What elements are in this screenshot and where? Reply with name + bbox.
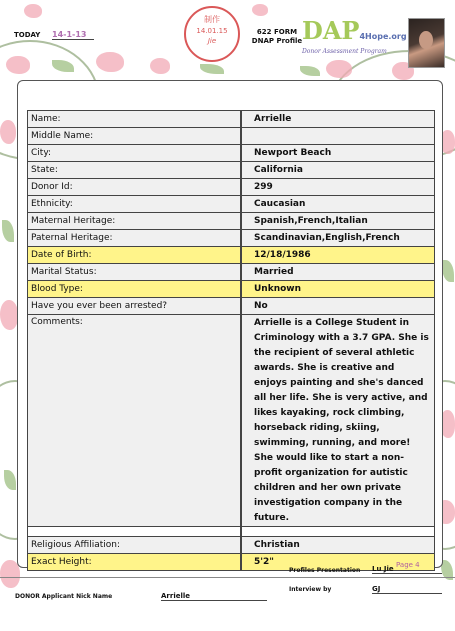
table-row	[28, 298, 435, 315]
field-label: Name:	[28, 111, 241, 128]
field-label: Religious Affiliation:	[28, 537, 241, 554]
field-value: Arrielle	[242, 111, 435, 128]
field-label: State:	[28, 162, 241, 179]
field-value	[242, 128, 435, 145]
field-label: Date of Birth:	[28, 247, 241, 264]
table-row	[28, 315, 435, 527]
table-row	[28, 145, 435, 162]
field-value: Caucasian	[242, 196, 435, 213]
interview-label: Interview by	[289, 586, 332, 593]
profile-table	[27, 110, 435, 571]
field-value: Spanish,French,Italian	[242, 213, 435, 230]
field-label: Paternal Heritage:	[28, 230, 241, 247]
field-label: Middle Name:	[28, 128, 241, 145]
form-title: 622 FORM DNAP Profile	[251, 28, 303, 45]
field-value: Unknown	[242, 281, 435, 298]
footer-divider	[0, 577, 455, 578]
spacer-row	[28, 527, 435, 537]
field-label: Maternal Heritage:	[28, 213, 241, 230]
donor-photo	[408, 18, 445, 68]
interview-value: GJ	[372, 585, 442, 594]
table-row	[28, 281, 435, 298]
today-label: TODAY	[14, 31, 41, 39]
page-number: Page 4	[396, 561, 420, 569]
field-value: Married	[242, 264, 435, 281]
field-value: Christian	[242, 537, 435, 554]
today-date: 14-1-13	[52, 30, 94, 40]
field-value: Arrielle is a College Student in Criminology with a 3.7 GPA. She is the recipient of several athletic awards. She is creative and enjoys painting and she's danced all her life. She is very active, and likes kayaking, rock climbing, horseback riding, skiing, swimming, running, and more! She would like to start a non-profit organization for autistic children and her own private investigation company in the future.	[242, 315, 435, 527]
field-value: 299	[242, 179, 435, 196]
profile-header	[0, 0, 455, 72]
table-row	[28, 162, 435, 179]
table-row	[28, 213, 435, 230]
nickname-label: DONOR Applicant Nick Name	[15, 593, 113, 600]
table-row	[28, 264, 435, 281]
field-label: Comments:	[28, 315, 241, 527]
field-value: 5'2"	[242, 554, 435, 571]
table-row	[28, 128, 435, 145]
dap-logo: DAP4Hope.org Donor Assessment Program	[302, 16, 407, 55]
field-label: Marital Status:	[28, 264, 241, 281]
field-label: Blood Type:	[28, 281, 241, 298]
field-value: Newport Beach	[242, 145, 435, 162]
field-label: Donor Id:	[28, 179, 241, 196]
nickname-value: Arrielle	[161, 592, 267, 601]
table-row	[28, 179, 435, 196]
presentation-label: Profiles Presentation	[289, 567, 361, 574]
table-row	[28, 247, 435, 264]
field-value: California	[242, 162, 435, 179]
table-row	[28, 230, 435, 247]
table-row	[28, 111, 435, 128]
approval-stamp: 制作 14.01.15 Jie	[184, 6, 240, 62]
field-value: 12/18/1986	[242, 247, 435, 264]
field-value: No	[242, 298, 435, 315]
field-label: City:	[28, 145, 241, 162]
table-row	[28, 196, 435, 213]
field-value: Scandinavian,English,French	[242, 230, 435, 247]
presentation-value: Lu Jie	[372, 565, 442, 574]
field-label: Ethnicity:	[28, 196, 241, 213]
table-row	[28, 537, 435, 554]
field-label: Exact Height:	[28, 554, 241, 571]
field-label: Have you ever been arrested?	[28, 298, 241, 315]
